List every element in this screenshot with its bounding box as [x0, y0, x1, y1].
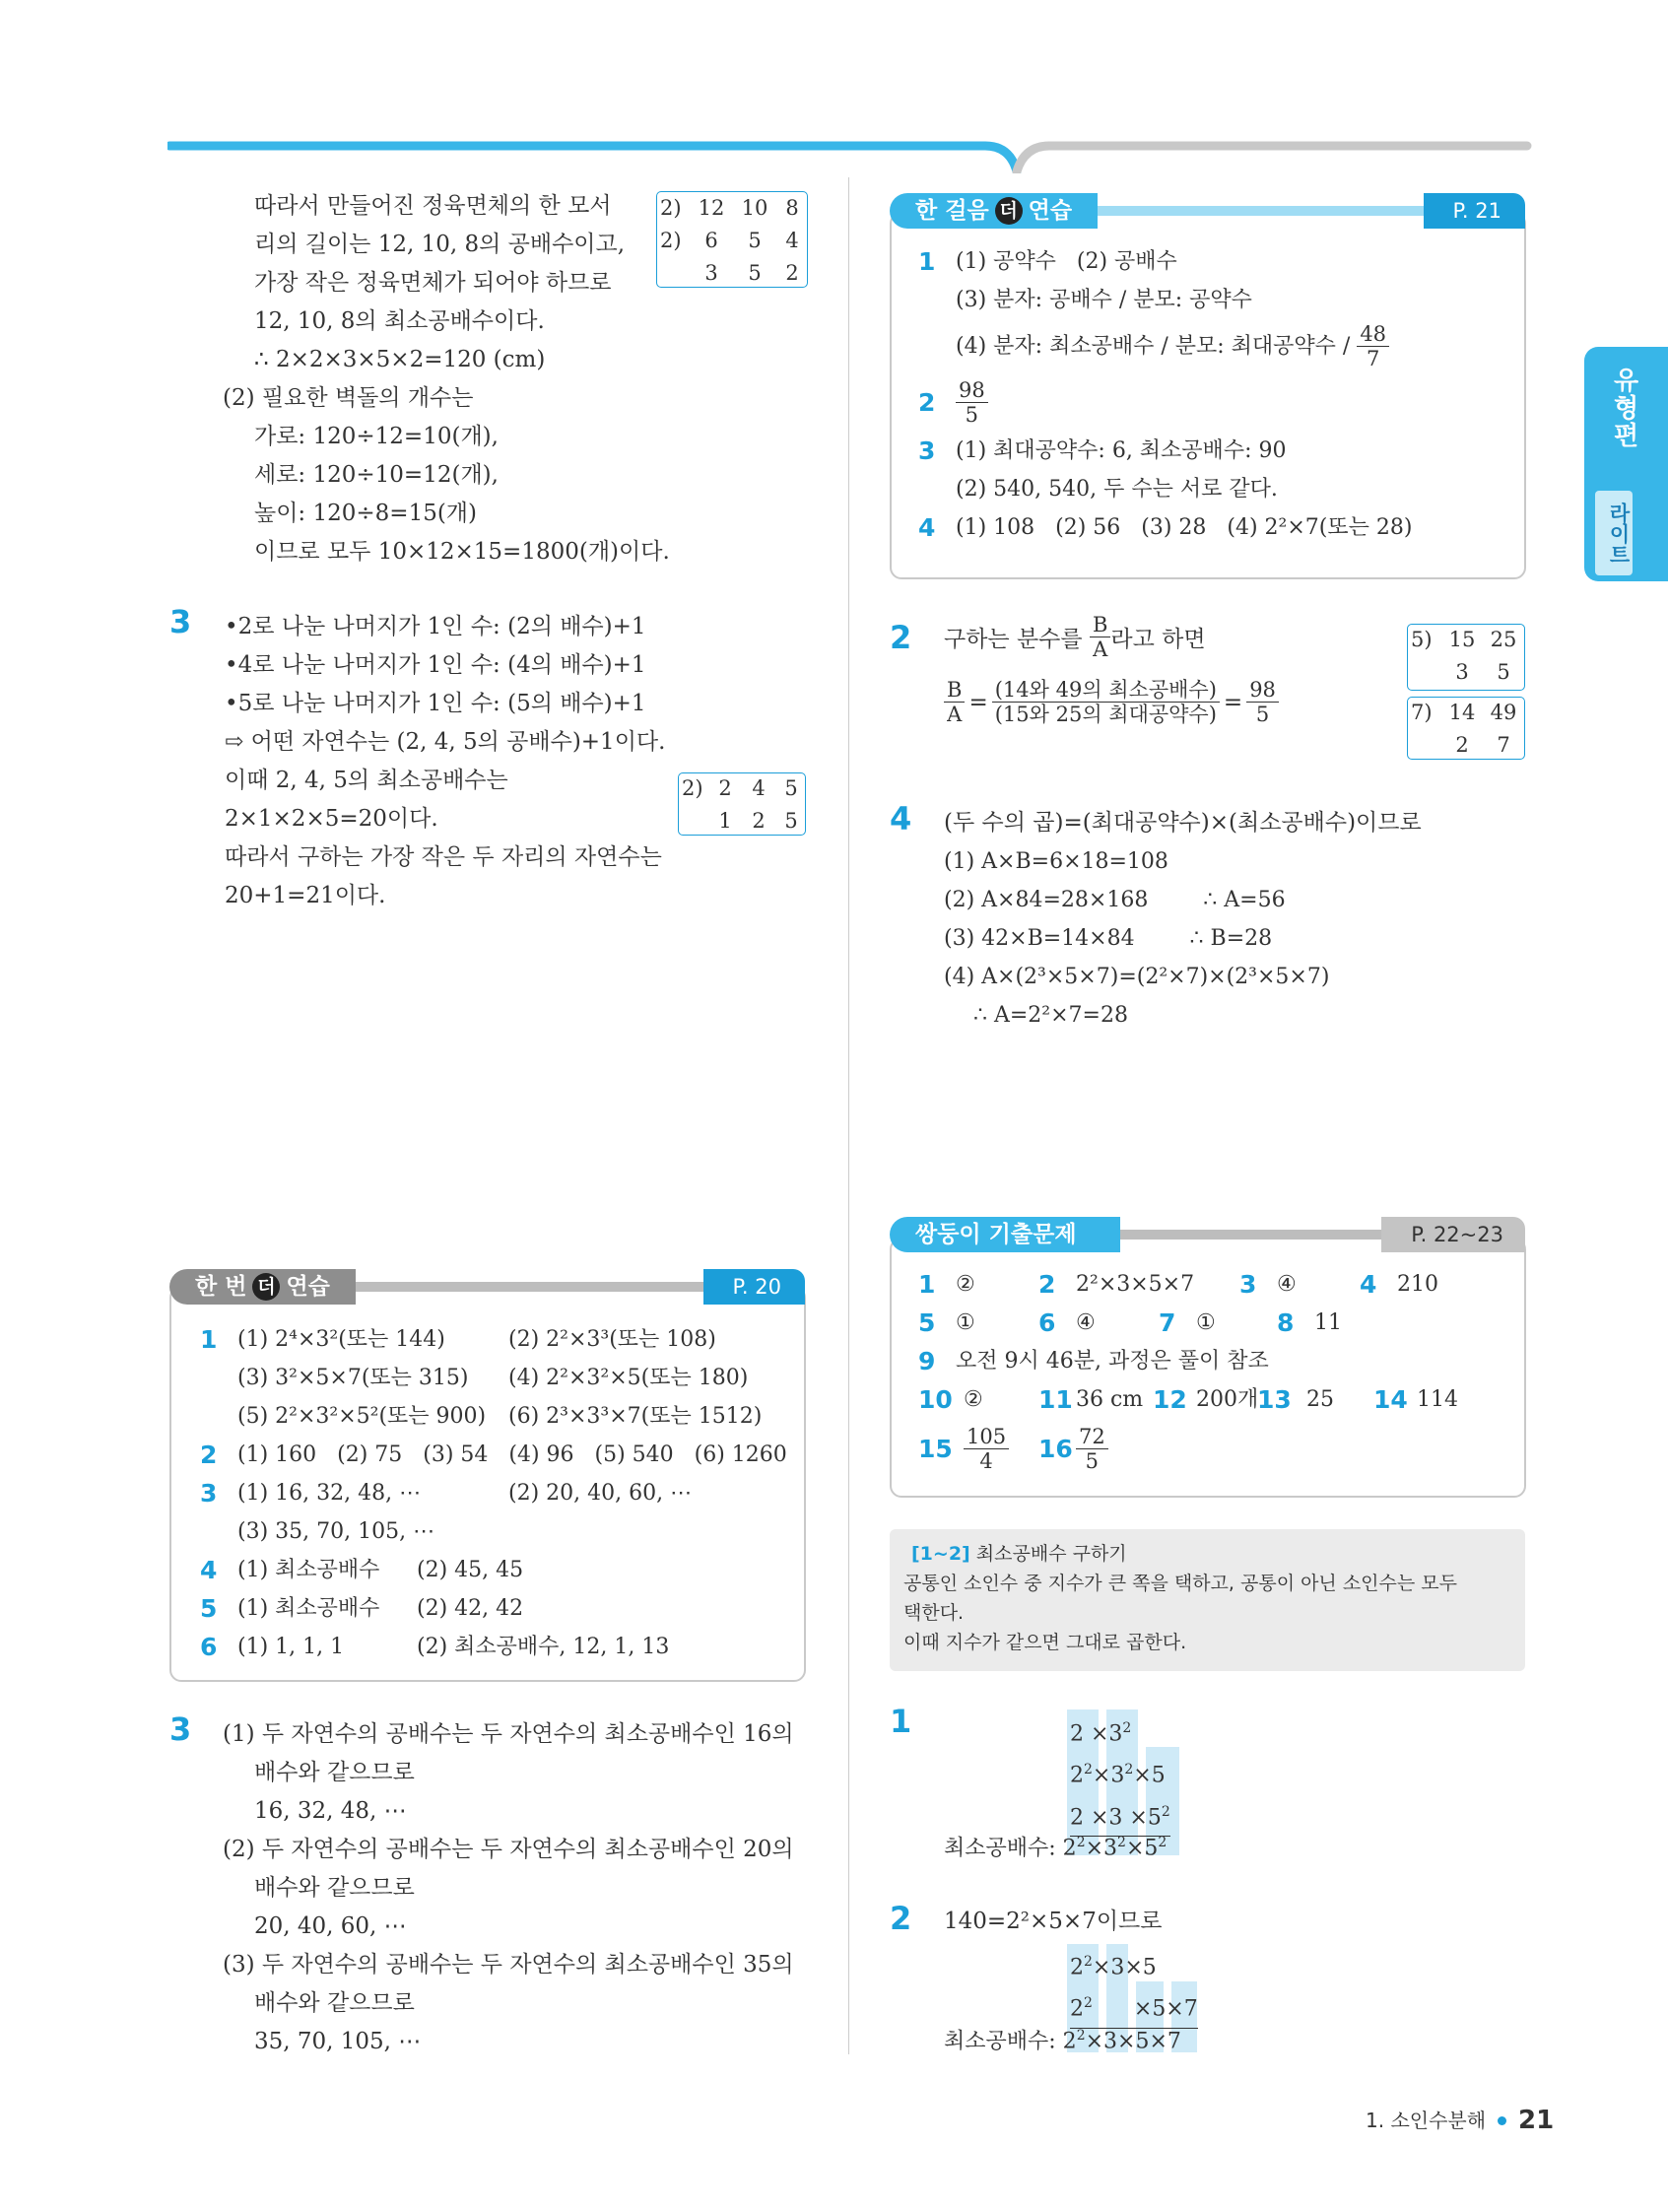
question-number: 2: [890, 1900, 912, 1937]
side-tab-label: 유형편: [1609, 367, 1638, 449]
tip-tag: [1~2]: [911, 1543, 970, 1565]
text-line: 12, 10, 8의 최소공배수이다.: [254, 308, 545, 334]
q3b-answer: [223, 1715, 794, 2061]
question-number: 1: [890, 1703, 912, 1740]
question-number: 4: [890, 800, 912, 838]
division-table: 5) 15 25 3 5: [1411, 628, 1517, 684]
box-title: 쌍둥이 기출문제: [890, 1217, 1120, 1252]
text-line: 이때 2, 4, 5의 최소공배수는: [225, 768, 508, 793]
bullet-icon: [1498, 2116, 1506, 2125]
text-line: •2로 나눈 나머지가 1인 수: (2의 배수)+1: [225, 614, 646, 639]
text-line: (3) 42×B=14×84 ∴ B=28: [944, 926, 1273, 951]
division-table: 7) 14 49 2 7: [1411, 701, 1517, 757]
lcm-rows-1: $2 \times 3^2$ $2^2\times 3^2\times 5$ $2 \times 3 \times 5^2$: [1070, 1710, 1170, 1837]
text-line: 가로: 120÷12=10(개),: [254, 424, 499, 449]
text-line: ∴ 2×2×3×5×2=120 (cm): [254, 347, 546, 372]
box-title: 연습: [286, 1274, 330, 1300]
text-line: (2) 두 자연수의 공배수는 두 자연수의 최소공배수인 20의: [223, 1837, 794, 1862]
text-line: 세로: 120÷10=12(개),: [254, 462, 499, 488]
text-line: 배수와 같으므로: [254, 1875, 415, 1901]
lcm-result-2: 최소공배수: $2^2\times 3\times 5\times 7$: [944, 2028, 1181, 2054]
text-line: (4) A×(2³×5×7)=(2²×7)×(2³×5×7): [944, 965, 1330, 989]
text-line: 따라서 구하는 가장 작은 두 자리의 자연수는: [225, 844, 662, 870]
text-line: (3) 두 자연수의 공배수는 두 자연수의 최소공배수인 35의: [223, 1952, 794, 1977]
text-line: 가장 작은 정육면체가 되어야 하므로: [254, 270, 612, 296]
step-box-body: 1 (1) 공약수 (2) 공배수 (3) 분자: 공배수 / 분모: 공약수 (4) 분자: 최소공배수 / 분모: 최대공약수 / $\frac{48}{7}$ 2 $\frac{98}{5}$ 3 (1) 최대공약수: 6, 최소공배수: 90 (2) 540, 540, 두 수는 서로 같다. 4 (1) 108 (2) 56 (3) 28 (4) 2²×7(또는 28): [918, 247, 1413, 542]
step-box-header: [890, 193, 1525, 229]
q3-answer: [225, 608, 665, 915]
text-line: 20, 40, 60, ⋯: [254, 1913, 407, 1939]
text-line: 따라서 만들어진 정육면체의 한 모서: [254, 193, 612, 219]
prev-answer: [223, 187, 670, 571]
lcm-result-1: 최소공배수: $2^2\times 3^2\times 5^2$: [944, 1835, 1168, 1861]
text-line: 20+1=21이다.: [225, 883, 386, 908]
tip-title: 최소공배수 구하기: [975, 1543, 1127, 1565]
text-line: ∴ A=2²×7=28: [973, 1003, 1128, 1028]
box-title: 연습: [1028, 198, 1073, 224]
practice-box-body: 1 (1) 2⁴×3²(또는 144) (2) 2²×3³(또는 108) (3) 3²×5×7(또는 315) (4) 2²×3²×5(또는 180) (5) 2²×3²×5²(또는 900) (6) 2³×3³×7(또는 1512) 2 (1) 160 (2) 75 (3) 54 (4) 96 (5) 540 (6) 1260 3 (1) 16, 32, 48, ⋯ (2) 20, 40, 60, ⋯ (3) 35, 70, 105, ⋯ 4 (1) 최소공배수 (2) 45, 45 5 (1) 최소공배수 (2) 42, 42 6 (1) 1, 1, 1 (2) 최소공배수, 12, 1, 13: [200, 1325, 787, 1661]
side-tab-sub: 라이트: [1595, 491, 1633, 575]
top-banner: [167, 134, 1532, 173]
text-line: 35, 70, 105, ⋯: [254, 2029, 422, 2054]
chapter-label: 1. 소인수분해: [1366, 2109, 1487, 2132]
box-title-badge: 더: [995, 197, 1023, 225]
footer: [1366, 2105, 1554, 2136]
text-line: 16, 32, 48, ⋯: [254, 1798, 407, 1824]
q4-answer: [944, 804, 1422, 1035]
tip-line: 택한다.: [903, 1602, 965, 1624]
division-table: 2) 12 10 8 2) 6 5 4 3 5 2: [660, 196, 799, 285]
page-ref: P. 22~23: [1381, 1217, 1525, 1252]
practice-box-header: [169, 1269, 805, 1305]
question-number: 3: [169, 603, 192, 640]
box-title-badge: 더: [252, 1273, 280, 1301]
lcm-rows-2: $2^2\times 3\times 5$ $2^2$ ×5×7: [1070, 1944, 1198, 2029]
text-line: 이므로 모두 10×12×15=1800(개)이다.: [254, 539, 670, 565]
text-line: 배수와 같으므로: [254, 1990, 415, 2016]
text-line: (두 수의 곱)=(최대공약수)×(최소공배수)이므로: [944, 810, 1422, 836]
box-title: 한 걸음: [915, 198, 989, 224]
text-line: (2) 필요한 벽돌의 개수는: [223, 385, 474, 411]
text-line: (1) A×B=6×18=108: [944, 849, 1168, 874]
twin-box-body: 1 ② 2 2²×3×5×7 3 ④ 4 210 5 ① 6 ④ 7 ① 8 11 9 오전 9시 46분, 과정은 풀이 참조 10 ② 11 36 cm 12 200개 13 25 14 114 15 $\frac{105}{4}$ 16 $\frac{72}{5}$: [918, 1270, 1458, 1473]
page-ref: P. 20: [703, 1269, 805, 1305]
tip-line: 공통인 소인수 중 지수가 큰 쪽을 택하고, 공통이 아닌 소인수는 모두: [903, 1573, 1457, 1594]
q2-intro: 구하는 분수를 $\frac{B}{A}$ 라고 하면: [944, 613, 1206, 661]
twin-box-header: [890, 1217, 1525, 1252]
question-number: 2: [890, 619, 912, 656]
text-line: ⇨ 어떤 자연수는 (2, 4, 5의 공배수)+1이다.: [225, 729, 666, 755]
q2-equation: $\frac{B}{A}$ = $\frac{\text{(14와 49의 최소공배수)}}{\text{(15와 25의 최대공약수)}}$ = $\frac{98}{5}$: [944, 678, 1279, 726]
division-table: 2) 2 4 5 1 2 5: [682, 776, 798, 833]
s2-intro: 140=2²×5×7이므로: [944, 1909, 1163, 1934]
text-line: 배수와 같으므로: [254, 1760, 415, 1785]
text-line: (2) A×84=28×168 ∴ A=56: [944, 888, 1286, 912]
text-line: 2×1×2×5=20이다.: [225, 806, 438, 832]
text-line: 리의 길이는 12, 10, 8의 공배수이고,: [254, 232, 626, 257]
text-line: 높이: 120÷8=15(개): [254, 501, 478, 526]
page-ref: P. 21: [1424, 193, 1525, 229]
text-line: •4로 나눈 나머지가 1인 수: (4의 배수)+1: [225, 652, 646, 678]
text-line: (1) 두 자연수의 공배수는 두 자연수의 최소공배수인 16의: [223, 1721, 794, 1747]
fraction: $\frac{48}{7}$: [1357, 322, 1389, 370]
page-number: 21: [1518, 2106, 1555, 2135]
text-line: •5로 나눈 나머지가 1인 수: (5의 배수)+1: [225, 691, 646, 716]
box-title: 한 번: [195, 1274, 247, 1300]
tip-box: [890, 1529, 1525, 1671]
fraction: $\frac{98}{5}$: [956, 378, 988, 427]
tip-line: 이때 지수가 같으면 그대로 곱한다.: [903, 1632, 1187, 1653]
column-divider: [848, 177, 849, 2054]
question-number: 3: [169, 1710, 192, 1748]
